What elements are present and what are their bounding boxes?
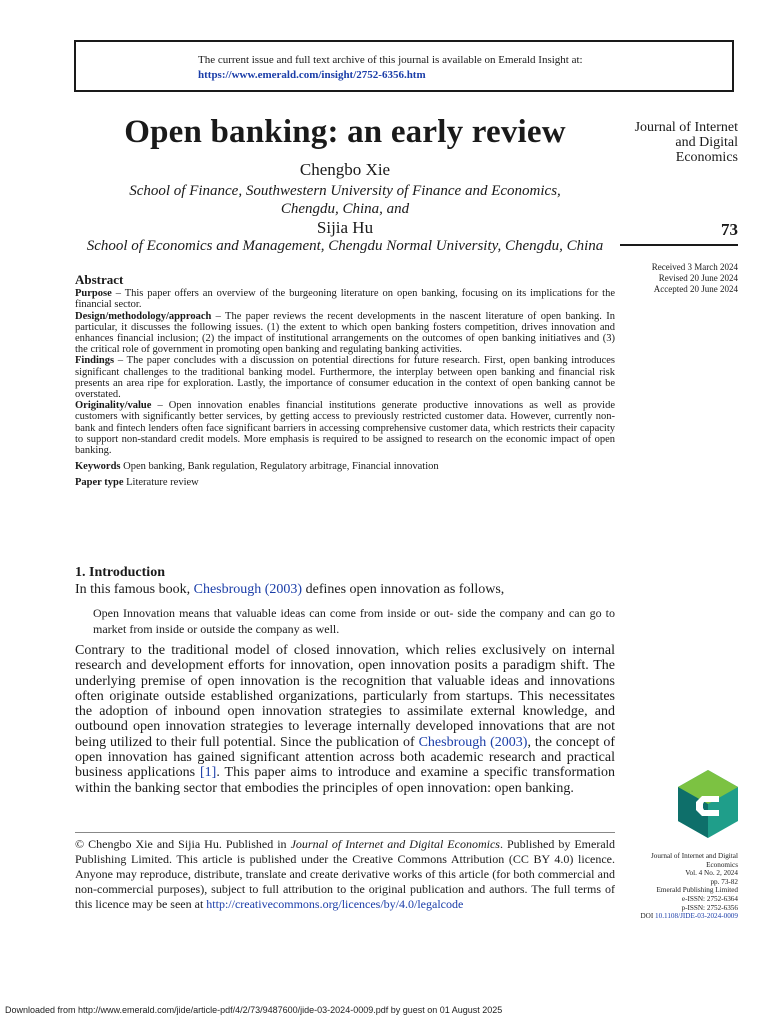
paper-type (75, 477, 615, 488)
keywords-text: Open banking, Bank regulation, Regulatory arbitrage, Financial innovation (120, 461, 439, 473)
design-label: Design/methodology/approach (75, 310, 212, 322)
affiliation-line: Chengdu, China, and (280, 201, 410, 217)
license-journal: Journal of Internet and Digital Economics (290, 837, 500, 851)
author-name: Sijia Hu (316, 218, 374, 237)
license-text: . Published by Emerald Publishing Limited. This article is published under the Creative Commons Attribution (CC BY 4.0) licence. Anyone may reproduce, distribute, translate and create derivative works of this article (for both commercial and non-commercial purposes), subject to full attribution to the original publication and authors. The full terms of this licence may be seen at (75, 837, 615, 911)
abstract-findings (75, 355, 615, 400)
journal-name-line: and Digital (675, 135, 738, 150)
doi-link[interactable]: 10.1108/JIDE-03-2024-0009 (655, 912, 738, 921)
divider (620, 244, 738, 246)
citation-link[interactable]: Chesbrough (2003) (193, 582, 303, 597)
article-dates (600, 262, 738, 295)
findings-text: – The paper concludes with a discussion on potential directions for future research. First, open banking introduces significant challenges to the traditional banking model. Furthermore, the interplay between open banking and financial risk presents an area ripe for exploration. Lastly, the importance of consumer education in the context of open banking cannot be overstated. (75, 355, 615, 401)
originality-text: – Open innovation enables financial institutions generate productive innovations as well as provide customers with significantly better services, by getting access to previously restricted customer data. However, currently non-bank and fintech lenders often face significant barriers in accessing comprehensive customer data, which restricts their capacity to support non-standard credit models. More emphasis is required to be assigned to research on the economic impact of open banking. (75, 400, 615, 457)
design-text: – The paper reviews the recent developments in the nascent literature of open banking. In particular, it discusses the following issues. (1) the extent to which open banking fosters competition, drives innovation and enhances financial inclusion; (2) the impact of institutional arrangements on the outcomes of open banking initiatives and (3) the critical role of government in promoting open banking and regulating banking activities. (75, 310, 615, 356)
keywords (75, 461, 615, 472)
journal-citation-info (608, 852, 738, 921)
journal-info-line: e-ISSN: 2752-6364 (681, 894, 738, 903)
footnote-link[interactable]: [1] (200, 765, 217, 781)
body-paragraph (75, 643, 615, 796)
license-text: © Chengbo Xie and Sijia Hu. Published in (75, 837, 291, 851)
block-quote: Open Innovation means that valuable ideas can come from inside or out- side the company and can go to market from inside or outside the company as well. (93, 606, 615, 636)
citation-link[interactable]: Chesbrough (2003) (418, 734, 528, 750)
accepted-date: Accepted 20 June 2024 (653, 284, 738, 294)
purpose-label: Purpose (75, 288, 112, 300)
intro-lead (75, 582, 615, 598)
article-title: Open banking: an early review (124, 114, 566, 150)
footer-divider (75, 832, 615, 833)
revised-date: Revised 20 June 2024 (658, 273, 738, 283)
findings-label: Findings (75, 355, 115, 367)
journal-info-line: p-ISSN: 2752-6356 (681, 903, 738, 912)
journal-info-line: Emerald Publishing Limited (656, 886, 738, 895)
purpose-text: – This paper offers an overview of the burgeoning literature on open banking, focusing on its implications for the financial sector. (75, 288, 615, 311)
page-number: 73 (721, 220, 738, 239)
paper-type-label: Paper type (75, 477, 124, 489)
body-text: , the concept of open innovation has gained significant attention across both academic research and practical business applications (75, 734, 616, 781)
download-note: Downloaded from http://www.emerald.com/jide/article-pdf/4/2/73/9487600/jide-03-2024-0009.pdf by guest on 01 August 2025 (5, 1005, 503, 1015)
journal-info-line: Journal of Internet and Digital (650, 852, 738, 860)
intro-lead-text: In this famous book, (75, 582, 194, 597)
abstract-purpose (75, 288, 615, 310)
section-heading: 1. Introduction (75, 565, 165, 580)
journal-info-line: pp. 73-82 (710, 877, 738, 886)
banner-line: The current issue and full text archive of this journal is available on Emerald Insight at: (198, 54, 583, 66)
doi-label: DOI (640, 912, 656, 921)
journal-name-line: Journal of Internet (634, 120, 738, 135)
author-affiliation: School of Economics and Management, Chengdu Normal University, Chengdu, China (86, 238, 604, 254)
license-url-link[interactable]: http://creativecommons.org/licences/by/4.0/legalcode (206, 897, 464, 911)
banner-text (198, 53, 583, 83)
abstract-originality (75, 400, 615, 456)
affiliation-line: School of Finance, Southwestern University of Finance and Economics, (129, 183, 561, 199)
journal-name-line: Economics (675, 150, 738, 165)
body-text: Contrary to the traditional model of closed innovation, which relies exclusively on internal research and development efforts for innovation, open innovation posits a paradigm shift. The underlying premise of open innovation is the recognition that valuable ideas and innovations often originate outside established organizations, particularly from startups. This necessitates the adoption of inbound open innovation strategies to assimilate external knowledge, and outbound open innovation strategies to leverage internally developed innovations that are not being utilized to their full potential. Since the publication of (75, 643, 615, 750)
banner-url-link[interactable]: https://www.emerald.com/insight/2752-6356.htm (198, 69, 426, 81)
received-date: Received 3 March 2024 (651, 262, 738, 272)
journal-info-line: Vol. 4 No. 2, 2024 (685, 869, 738, 878)
license-statement (75, 837, 615, 912)
journal-name (600, 120, 738, 165)
author-affiliation (0, 182, 690, 218)
author-name: Chengbo Xie (299, 160, 391, 179)
keywords-label: Keywords (75, 461, 121, 473)
doi-line (608, 912, 738, 921)
paper-type-text: Literature review (123, 477, 199, 489)
journal-info-line: Economics (706, 860, 738, 869)
emerald-logo (676, 768, 740, 840)
abstract (75, 274, 615, 489)
intro-lead-text: defines open innovation as follows, (302, 582, 505, 597)
abstract-heading: Abstract (75, 272, 124, 287)
originality-label: Originality/value (75, 400, 152, 412)
body-text: . This paper aims to introduce and examine a specific transformation within the banking sector that embodies the principles of open innovation: open banking. (75, 765, 615, 796)
abstract-design (75, 311, 615, 356)
